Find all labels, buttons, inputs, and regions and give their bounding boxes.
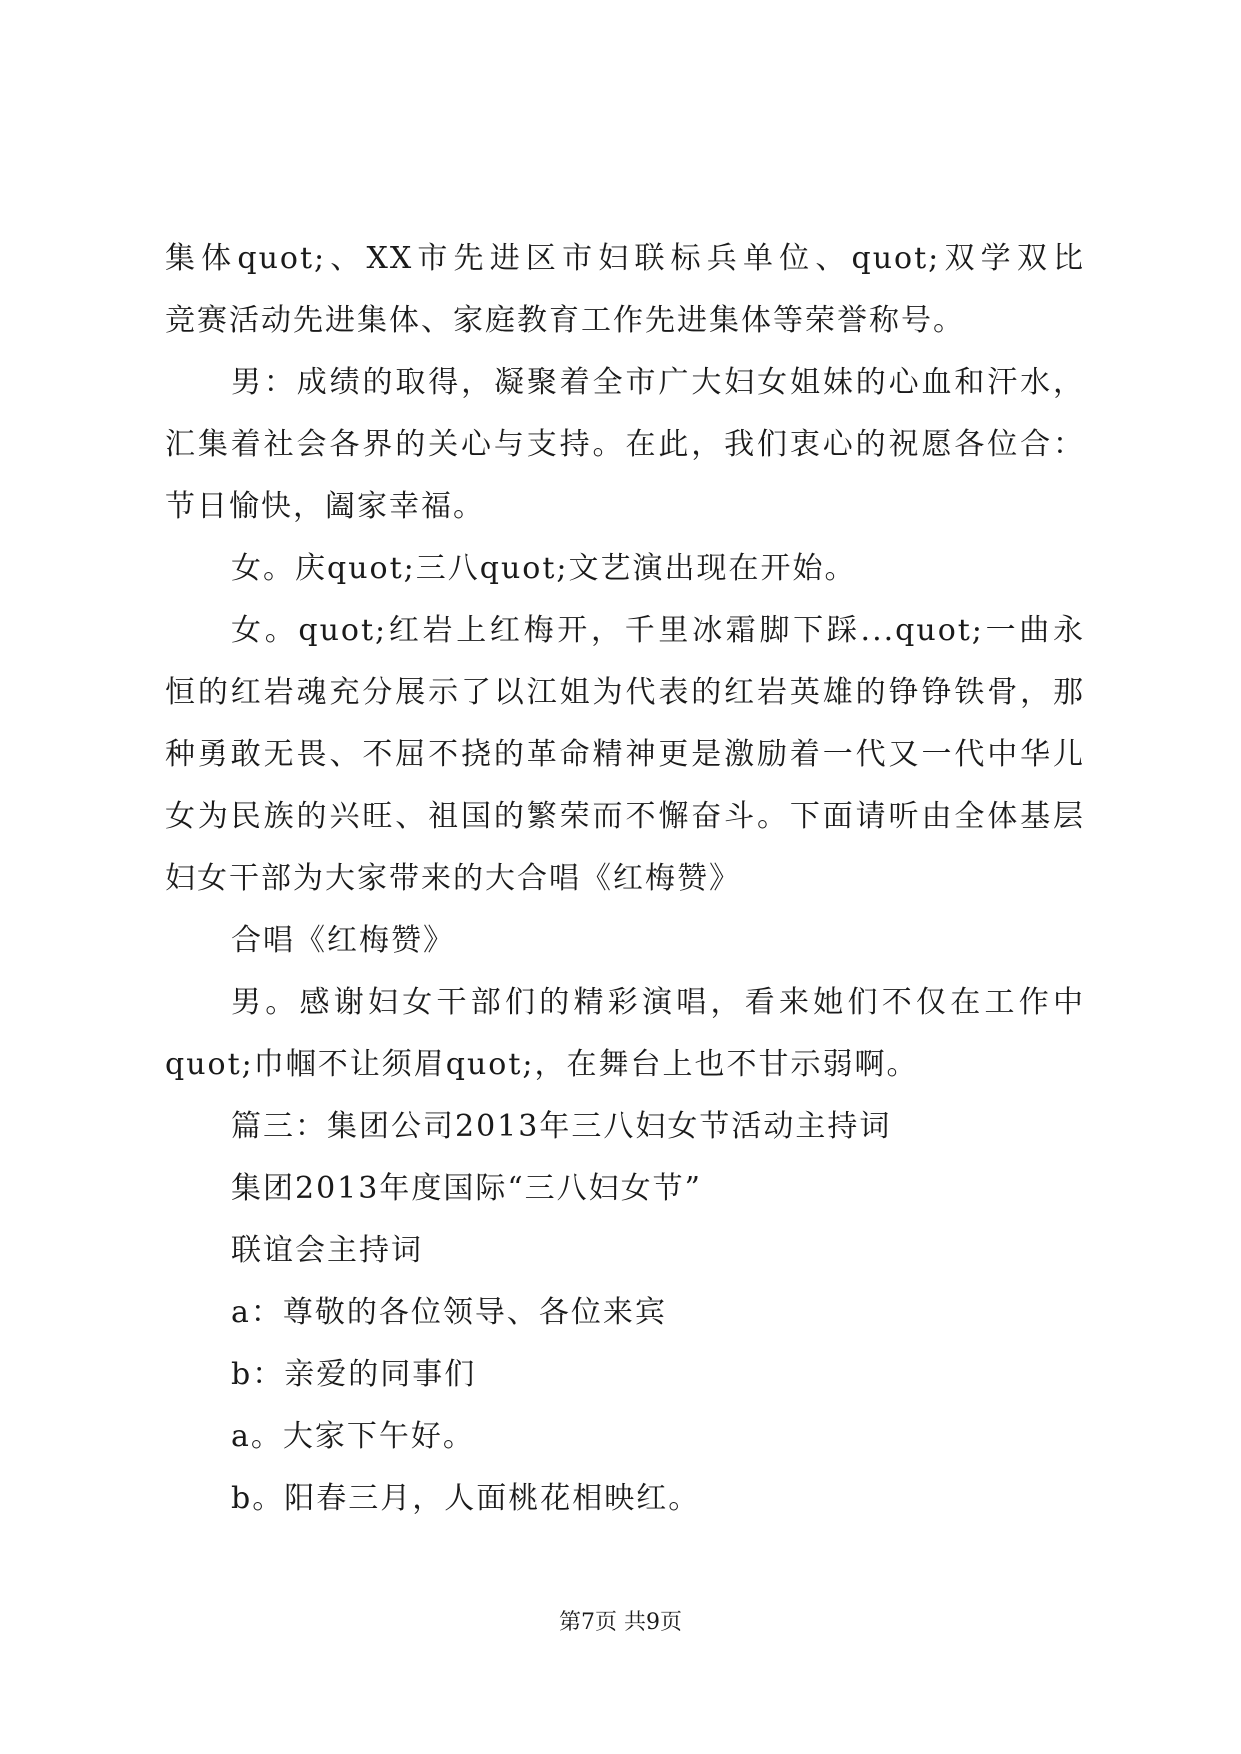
text-line: 男。感谢妇女干部们的精彩演唱，看来她们不仅在工作中 [231, 985, 1085, 1020]
text-line: a。大家下午好。 [231, 1419, 475, 1454]
text-line: 女为民族的兴旺、祖国的繁荣而不懈奋斗。下面请听由全体基层 [165, 799, 1085, 834]
text-line: 种勇敢无畏、不屈不挠的革命精神更是激励着一代又一代中华儿 [165, 737, 1085, 772]
text-line: 节日愉快，阖家幸福。 [165, 489, 485, 524]
text-line: quot;巾帼不让须眉quot;，在舞台上也不甘示弱啊。 [165, 1047, 919, 1082]
text-line: 集团2013年度国际“三八妇女节” [231, 1171, 703, 1206]
text-line: 女。quot;红岩上红梅开，千里冰霜脚下踩...quot;一曲永 [231, 613, 1085, 648]
text-line: 女。庆quot;三八quot;文艺演出现在开始。 [231, 551, 857, 586]
text-line: 妇女干部为大家带来的大合唱《红梅赞》 [165, 861, 741, 896]
document-body [165, 228, 1085, 1530]
text-line: 篇三：集团公司2013年三八妇女节活动主持词 [231, 1109, 892, 1144]
text-line: 竞赛活动先进集体、家庭教育工作先进集体等荣誉称号。 [165, 303, 965, 338]
text-line: a：尊敬的各位领导、各位来宾 [231, 1295, 667, 1330]
text-line: b。阳春三月，人面桃花相映红。 [231, 1481, 701, 1516]
text-line: 联谊会主持词 [231, 1233, 423, 1268]
text-line: 恒的红岩魂充分展示了以江姐为代表的红岩英雄的铮铮铁骨，那 [165, 675, 1085, 710]
page-number-footer: 第7页 共9页 [559, 1610, 682, 1635]
text-line: 汇集着社会各界的关心与支持。在此，我们衷心的祝愿各位合： [165, 427, 1085, 462]
text-line: 男：成绩的取得，凝聚着全市广大妇女姐妹的心血和汗水， [231, 365, 1085, 400]
text-line: 集体quot;、XX市先进区市妇联标兵单位、quot;双学双比 [165, 241, 1085, 276]
text-line: 合唱《红梅赞》 [231, 923, 455, 958]
text-line: b：亲爱的同事们 [231, 1357, 477, 1392]
